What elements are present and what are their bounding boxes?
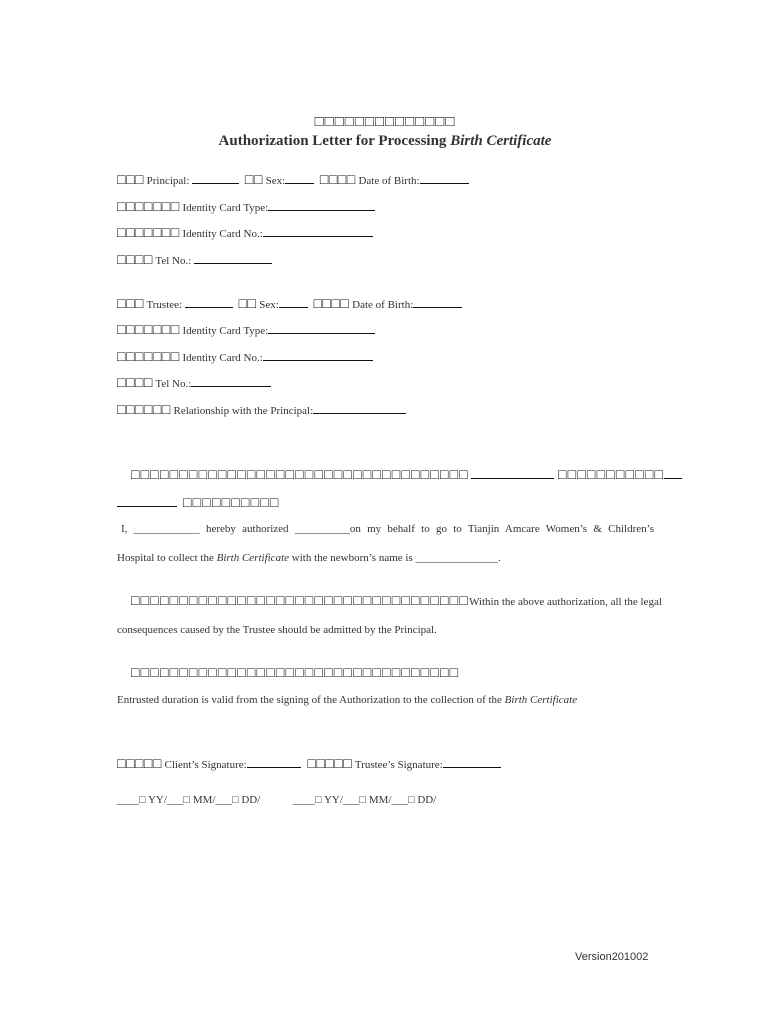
principal-sex-blank[interactable] [285,172,314,184]
trustee-sex-label-en: Sex: [259,299,279,311]
para3-cn: □□□□□□□□□□□□□□□□□□□□□□□□□□□□□□□□□□ [131,666,460,681]
principal-sex-label-en: Sex: [265,175,286,187]
trustee-label-cn: □□□ [117,297,144,312]
principal-id-type-label-cn: □□□□□□□ [117,200,180,215]
para2-cn-text: □□□□□□□□□□□□□□□□□□□□□□□□□□□□□□□□□□□ [131,594,469,609]
para1-blank-1[interactable] [471,467,554,479]
principal-name-row [117,172,469,189]
version-label: Version201002 [575,951,649,963]
trustee-relation-label-cn: □□□□□□ [117,403,171,418]
principal-tel-row [117,252,272,269]
signature-row [117,756,501,773]
trustee-signature-blank[interactable] [443,756,501,768]
trustee-id-type-label-en: Identity Card Type: [182,325,269,337]
principal-label-en: Principal: [146,175,190,187]
trustee-tel-label-cn: □□□□ [117,376,153,391]
trustee-id-no-row [117,349,373,366]
principal-id-type-blank[interactable] [268,199,375,211]
trustee-label-en: Trustee: [146,299,183,311]
para1-en-line2 [117,552,501,564]
trustee-name-blank[interactable] [185,296,233,308]
para3-en-italic: Birth Certificate [504,694,578,706]
principal-label-cn: □□□ [117,173,144,188]
trustee-sex-label-cn: □□ [238,297,257,312]
principal-tel-blank[interactable] [194,252,272,264]
para1-en-line1: I, ____________ hereby authorized __________on my behalf to go to Tianjin Amcare Women’s & Children’s [121,523,654,535]
para1-en-line2-italic: Birth Certificate [216,552,290,564]
trustee-dob-label-cn: □□□□ [313,297,350,312]
trustee-id-type-row [117,322,375,339]
trustee-relation-row [117,402,406,419]
trustee-tel-label-en: Tel No.: [155,378,192,390]
title-chinese: □□□□□□□□□□□□□□ [314,114,456,130]
title-english-text: Authorization Letter for Processing [218,133,451,149]
principal-dob-label-cn: □□□□ [319,173,356,188]
para3-en-text: Entrusted duration is valid from the signing of the Authorization to the collection of the [117,694,505,706]
para1-cn-line2 [117,495,280,512]
principal-tel-label-en: Tel No.: [155,255,192,267]
trustee-relation-blank[interactable] [313,402,406,414]
trustee-relation-label-en: Relationship with the Principal: [173,405,314,417]
principal-id-no-row [117,225,373,242]
principal-dob-label-en: Date of Birth: [358,175,420,187]
para1-en-line2-a: Hospital to collect the [117,552,217,564]
para1-blank-2b[interactable] [117,495,177,507]
para1-cn-text-b: □□□□□□□□□□□ [557,468,665,483]
para2-line1 [131,594,662,610]
principal-id-no-blank[interactable] [263,225,373,237]
trustee-tel-blank[interactable] [191,375,271,387]
para1-en-line2-b: with the newborn’s name is _______________. [289,552,501,564]
trustee-dob-blank[interactable] [413,296,462,308]
trustee-date: ____□ YY/___□ MM/___□ DD/ [293,794,437,806]
trustee-id-type-blank[interactable] [268,322,375,334]
para1-cn-text-a: □□□□□□□□□□□□□□□□□□□□□□□□□□□□□□□□□□□ [131,468,469,483]
trustee-id-no-label-cn: □□□□□□□ [117,350,180,365]
client-signature-label-en: Client’s Signature: [164,759,247,771]
trustee-sex-blank[interactable] [279,296,308,308]
trustee-signature-label-en: Trustee’s Signature: [354,759,443,771]
principal-id-type-row [117,199,375,216]
trustee-id-no-blank[interactable] [263,349,373,361]
principal-sex-label-cn: □□ [244,173,263,188]
principal-dob-blank[interactable] [420,172,469,184]
client-date: ____□ YY/___□ MM/___□ DD/ [117,794,261,806]
para2-en-line2: consequences caused by the Trustee should be admitted by the Principal. [117,624,437,636]
title-english [0,133,770,150]
trustee-name-row [117,296,462,313]
para1-cn-line1 [131,467,682,484]
para2-en-inline: Within the above authorization, all the legal [468,596,662,608]
trustee-dob-label-en: Date of Birth: [352,299,414,311]
trustee-id-type-label-cn: □□□□□□□ [117,323,180,338]
client-signature-label-cn: □□□□□ [117,757,162,772]
trustee-tel-row [117,375,271,392]
para1-cn-text-line2: □□□□□□□□□□ [183,496,280,511]
para1-blank-2a[interactable] [664,467,682,479]
para3-en [117,694,577,706]
trustee-signature-label-cn: □□□□□ [307,757,353,772]
principal-id-no-label-cn: □□□□□□□ [117,226,180,241]
title-english-italic: Birth Certificate [450,133,552,149]
principal-id-type-label-en: Identity Card Type: [182,202,269,214]
principal-id-no-label-en: Identity Card No.: [182,228,263,240]
principal-name-blank[interactable] [192,172,239,184]
principal-tel-label-cn: □□□□ [117,253,153,268]
trustee-id-no-label-en: Identity Card No.: [182,352,263,364]
client-signature-blank[interactable] [247,756,301,768]
